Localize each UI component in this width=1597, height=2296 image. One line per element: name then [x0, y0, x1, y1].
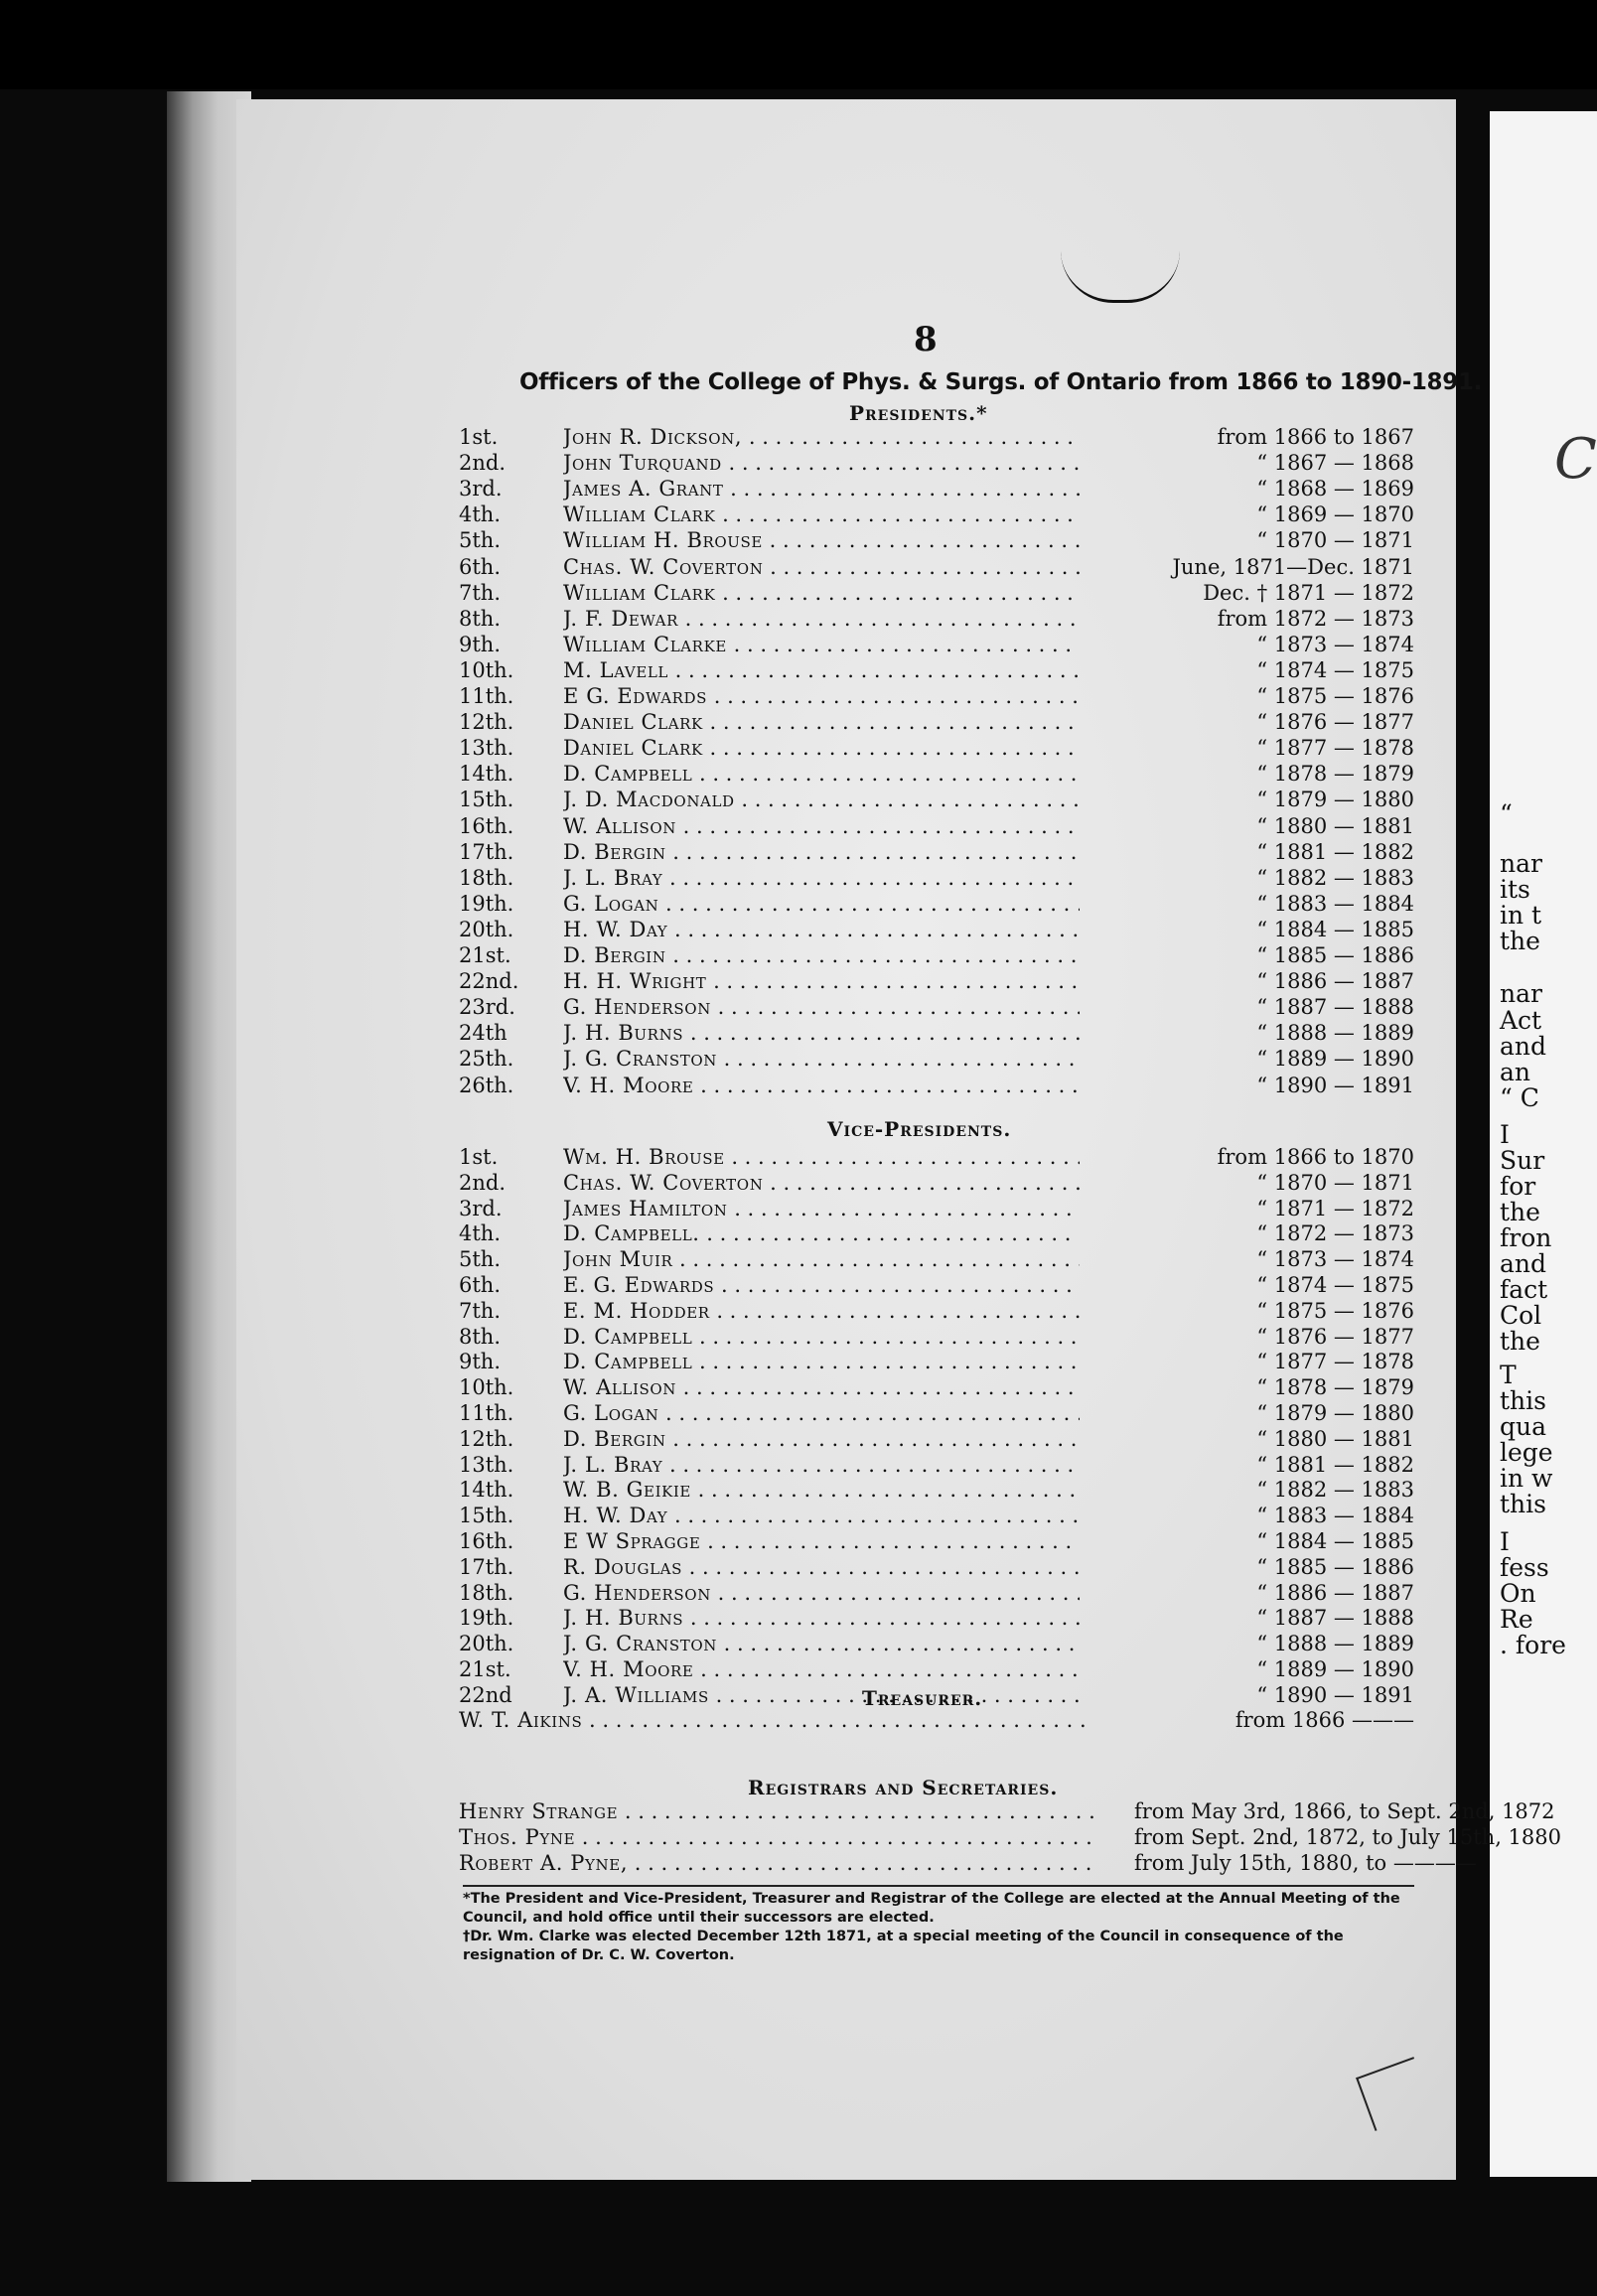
officer-row: [459, 633, 1414, 658]
officer-term: from May 3rd, 1866, to Sept. 2nd, 1872: [1134, 1799, 1555, 1823]
officer-row: [459, 658, 1414, 684]
officer-term: Dec. † 1871 — 1872: [1203, 580, 1414, 605]
officer-term: “ 1885 — 1886: [1256, 1554, 1414, 1579]
officer-term: “ 1885 — 1886: [1256, 943, 1414, 967]
officer-term: “ 1884 — 1885: [1256, 1529, 1414, 1553]
officer-term: “ 1868 — 1869: [1256, 477, 1414, 502]
officer-ordinal: 7th.: [459, 580, 501, 605]
officer-term: “ 1867 — 1868: [1256, 451, 1414, 476]
officer-name: E G. Edwards . . .: [563, 684, 1080, 708]
officer-name: William Clark . . .: [563, 581, 1080, 605]
officer-term: “ 1869 — 1870: [1256, 502, 1414, 527]
facing-page-fragment: Act: [1500, 1006, 1542, 1035]
officer-row: [459, 1529, 1414, 1555]
officer-row: [459, 1851, 1477, 1877]
officer-row: [459, 425, 1414, 451]
officer-row: [459, 502, 1414, 528]
officer-row: [459, 1708, 1414, 1734]
officer-ordinal: 11th.: [459, 1401, 514, 1425]
officer-ordinal: 3rd.: [459, 477, 503, 502]
officer-row: [459, 892, 1414, 918]
officer-term: “ 1880 — 1881: [1256, 813, 1414, 838]
officer-name: J. D. Macdonald . . .: [563, 788, 1080, 811]
facing-page-fragment: the: [1500, 1198, 1540, 1226]
officer-name: James Hamilton . . .: [563, 1197, 1080, 1220]
facing-page-fragment: “: [1500, 799, 1513, 828]
officer-row: [459, 1325, 1414, 1351]
officer-term: “ 1873 — 1874: [1256, 1247, 1414, 1272]
officer-row: [459, 1273, 1414, 1299]
officer-row: [459, 1555, 1414, 1581]
officer-name: D. Campbell . . .: [563, 762, 1080, 786]
presidents-heading: Presidents.*: [849, 401, 988, 425]
officer-ordinal: 19th.: [459, 1606, 514, 1631]
facing-page-fragment: an: [1500, 1058, 1531, 1086]
officer-name: Daniel Clark . . .: [563, 736, 1080, 760]
facing-page-fragment: this: [1500, 1490, 1546, 1518]
facing-page-fragment: nar: [1500, 979, 1542, 1008]
officer-term: “ 1886 — 1887: [1256, 1580, 1414, 1605]
officer-name: D. Bergin . . .: [563, 943, 1080, 967]
officer-row: [459, 736, 1414, 762]
officer-row: [459, 477, 1414, 502]
officer-row: [459, 710, 1414, 736]
officer-row: [459, 995, 1414, 1021]
officer-term: “ 1872 — 1873: [1256, 1221, 1414, 1246]
officer-term: “ 1876 — 1877: [1256, 710, 1414, 735]
officer-ordinal: 6th.: [459, 554, 501, 579]
officer-name: Thos. Pyne . . .: [459, 1825, 1094, 1849]
officer-term: “ 1873 — 1874: [1256, 632, 1414, 656]
officer-term: “ 1875 — 1876: [1256, 684, 1414, 708]
facing-page-fragment: Col: [1500, 1301, 1542, 1330]
officer-ordinal: 2nd.: [459, 1170, 507, 1195]
officer-term: “ 1882 — 1883: [1256, 1478, 1414, 1503]
officer-term: “ 1878 — 1879: [1256, 762, 1414, 787]
officer-name: Chas. W. Coverton . . .: [563, 555, 1080, 579]
officer-name: J. H. Burns . . .: [563, 1606, 1080, 1630]
officer-name: G. Henderson . . .: [563, 995, 1080, 1019]
facing-page-fragment: Re: [1500, 1605, 1533, 1634]
officer-ordinal: 13th.: [459, 1452, 514, 1477]
officer-ordinal: 9th.: [459, 1350, 501, 1374]
officer-term: “ 1888 — 1889: [1256, 1021, 1414, 1046]
officer-name: E W Spragge . . .: [563, 1529, 1080, 1553]
officer-term: “ 1871 — 1872: [1256, 1196, 1414, 1220]
officer-ordinal: 1st.: [459, 425, 499, 449]
officer-row: [459, 581, 1414, 607]
officer-name: R. Douglas . . .: [563, 1555, 1080, 1579]
officer-ordinal: 4th.: [459, 1221, 501, 1246]
officer-ordinal: 23rd.: [459, 995, 515, 1020]
officer-name: W. Allison . . .: [563, 1375, 1080, 1399]
officer-row: [459, 1453, 1414, 1479]
officer-row: [459, 1581, 1414, 1607]
officer-row: [459, 840, 1414, 866]
officer-ordinal: 7th.: [459, 1298, 501, 1323]
facing-page-fragment: Sur: [1500, 1146, 1545, 1175]
officer-row: [459, 918, 1414, 943]
officer-row: [459, 1299, 1414, 1325]
facing-page-fragment: “ C: [1500, 1083, 1539, 1112]
officer-ordinal: 14th.: [459, 762, 514, 787]
officer-name: E. G. Edwards . . .: [563, 1273, 1080, 1297]
officer-term: “ 1890 — 1891: [1256, 1073, 1414, 1097]
officer-name: D. Bergin . . .: [563, 1427, 1080, 1451]
officer-term: “ 1889 — 1890: [1256, 1657, 1414, 1681]
registrars-heading: Registrars and Secretaries.: [748, 1776, 1059, 1799]
facing-page-fragment: C: [1554, 427, 1597, 492]
officer-ordinal: 18th.: [459, 865, 514, 890]
facing-page-fragment: fess: [1500, 1553, 1549, 1582]
officer-ordinal: 15th.: [459, 788, 514, 812]
officer-name: G. Logan . . .: [563, 892, 1080, 916]
facing-page-fragment: qua: [1500, 1412, 1547, 1441]
officer-term: from 1866 ———: [1234, 1708, 1414, 1732]
officer-row: [459, 1825, 1561, 1851]
officer-term: from 1872 — 1873: [1217, 606, 1414, 631]
officer-row: [459, 1375, 1414, 1401]
treasurer-heading: Treasurer.: [862, 1686, 983, 1710]
officer-ordinal: 22nd: [459, 1682, 512, 1707]
officer-ordinal: 9th.: [459, 632, 501, 656]
page-title: Officers of the College of Phys. & Surgs. of Ontario from 1866 to 1890-1891.: [519, 369, 1483, 395]
facing-page-fragment: lege: [1500, 1438, 1553, 1467]
officer-row: [459, 943, 1414, 969]
officer-ordinal: 5th.: [459, 1247, 501, 1272]
officer-ordinal: 20th.: [459, 1632, 514, 1656]
facing-page-fragment: the: [1500, 1327, 1540, 1356]
officer-row: [459, 1657, 1414, 1683]
officer-ordinal: 10th.: [459, 657, 514, 682]
officer-name: William Clark . . .: [563, 502, 1080, 526]
officer-term: “ 1875 — 1876: [1256, 1298, 1414, 1323]
officer-row: [459, 1247, 1414, 1273]
officer-ordinal: 8th.: [459, 1324, 501, 1349]
officer-row: [459, 451, 1414, 477]
facing-page-fragment: fact: [1500, 1275, 1548, 1304]
officer-name: John Turquand . . .: [563, 451, 1080, 475]
officer-ordinal: 2nd.: [459, 451, 507, 476]
facing-page-fragment: the: [1500, 927, 1540, 955]
facing-page-fragment: I: [1500, 1120, 1510, 1149]
officer-term: “ 1889 — 1890: [1256, 1047, 1414, 1072]
facing-page-fragment: in t: [1500, 901, 1542, 930]
divider: [463, 1885, 1414, 1887]
officer-name: John R. Dickson, . . .: [563, 425, 1080, 449]
officer-name: J. H. Burns . . .: [563, 1021, 1080, 1045]
officer-row: [459, 1145, 1414, 1171]
officer-name: D. Campbell . . .: [563, 1325, 1080, 1349]
facing-page-fragment: and: [1500, 1249, 1547, 1278]
officer-name: Wm. H. Brouse . . .: [563, 1145, 1080, 1169]
officer-name: William Clarke . . .: [563, 633, 1080, 656]
officer-name: E. M. Hodder . . .: [563, 1299, 1080, 1323]
officer-term: “ 1882 — 1883: [1256, 865, 1414, 890]
officer-name: J. L. Bray . . .: [563, 866, 1080, 890]
officer-name: John Muir . . .: [563, 1247, 1080, 1271]
officer-name: G. Henderson . . .: [563, 1581, 1080, 1605]
facing-page-fragment: its: [1500, 875, 1530, 904]
officer-ordinal: 14th.: [459, 1478, 514, 1503]
officer-row: [459, 607, 1414, 633]
officer-term: “ 1879 — 1880: [1256, 788, 1414, 812]
footnote-1: *The President and Vice-President, Treasurer and Registrar of the College are elected at the Annual Meeting of the Council, and hold office until their successors are elected.: [463, 1891, 1400, 1926]
officer-name: H. H. Wright . . .: [563, 969, 1080, 993]
officer-term: “ 1880 — 1881: [1256, 1426, 1414, 1451]
footnotes: [463, 1890, 1416, 1965]
officer-name: J. A. Williams . . .: [563, 1683, 1080, 1707]
officer-term: “ 1887 — 1888: [1256, 1606, 1414, 1631]
officer-name: Daniel Clark . . .: [563, 710, 1080, 734]
facing-page-fragment: for: [1500, 1172, 1536, 1201]
officer-term: “ 1874 — 1875: [1256, 1273, 1414, 1297]
officer-name: H. W. Day . . .: [563, 1504, 1080, 1527]
officer-term: “ 1883 — 1884: [1256, 1504, 1414, 1528]
officer-ordinal: 17th.: [459, 1554, 514, 1579]
officer-name: James A. Grant . . .: [563, 477, 1080, 501]
corner-mark: [1356, 2057, 1433, 2131]
officer-name: D. Campbell. . . .: [563, 1221, 1080, 1245]
officer-row: [459, 1171, 1414, 1197]
officer-ordinal: 26th.: [459, 1073, 514, 1097]
officer-ordinal: 22nd.: [459, 969, 519, 994]
officer-ordinal: 21st.: [459, 1657, 511, 1681]
officer-row: [459, 1401, 1414, 1427]
officer-row: [459, 1221, 1414, 1247]
officer-row: [459, 1632, 1414, 1657]
officer-ordinal: 25th.: [459, 1047, 514, 1072]
officer-term: “ 1890 — 1891: [1256, 1682, 1414, 1707]
officer-term: “ 1874 — 1875: [1256, 657, 1414, 682]
officer-row: [459, 555, 1414, 581]
officer-term: “ 1884 — 1885: [1256, 917, 1414, 941]
officer-ordinal: 16th.: [459, 1529, 514, 1553]
officer-row: [459, 1021, 1414, 1047]
officer-row: [459, 1504, 1414, 1529]
officer-name: D. Campbell . . .: [563, 1350, 1080, 1373]
officer-name: D. Bergin . . .: [563, 840, 1080, 864]
officer-term: “ 1883 — 1884: [1256, 891, 1414, 916]
officer-ordinal: 4th.: [459, 502, 501, 527]
officer-ordinal: 11th.: [459, 684, 514, 708]
officer-name: J. G. Cranston . . .: [563, 1047, 1080, 1071]
officer-row: [459, 969, 1414, 995]
officer-term: “ 1879 — 1880: [1256, 1401, 1414, 1425]
officer-name: W. T. Aikins . . .: [459, 1708, 1094, 1732]
officer-name: V. H. Moore . . .: [563, 1074, 1080, 1097]
officer-ordinal: 12th.: [459, 1426, 514, 1451]
officer-row: [459, 1047, 1414, 1073]
officer-term: “ 1881 — 1882: [1256, 839, 1414, 864]
officer-ordinal: 8th.: [459, 606, 501, 631]
officer-term: “ 1870 — 1871: [1256, 1170, 1414, 1195]
officer-row: [459, 866, 1414, 892]
facing-page-fragment: On: [1500, 1579, 1536, 1608]
officer-row: [459, 1350, 1414, 1375]
officer-ordinal: 17th.: [459, 839, 514, 864]
officer-row: [459, 814, 1414, 840]
officer-term: “ 1877 — 1878: [1256, 1350, 1414, 1374]
vice-presidents-heading: Vice-Presidents.: [827, 1117, 1012, 1141]
officer-ordinal: 21st.: [459, 943, 511, 967]
officer-term: “ 1887 — 1888: [1256, 995, 1414, 1020]
officer-ordinal: 5th.: [459, 528, 501, 553]
officer-ordinal: 18th.: [459, 1580, 514, 1605]
footnote-2: †Dr. Wm. Clarke was elected December 12th 1871, at a special meeting of the Council in consequence of the resignation of Dr. C. W. Coverton.: [463, 1929, 1344, 1963]
officer-row: [459, 1197, 1414, 1222]
officer-term: “ 1881 — 1882: [1256, 1452, 1414, 1477]
officer-row: [459, 1799, 1555, 1825]
officer-ordinal: 19th.: [459, 891, 514, 916]
officer-term: from 1866 to 1870: [1217, 1145, 1414, 1169]
officer-name: W. B. Geikie . . .: [563, 1478, 1080, 1502]
officer-row: [459, 684, 1414, 710]
facing-page-fragment: nar: [1500, 849, 1542, 878]
officer-name: Chas. W. Coverton . . .: [563, 1171, 1080, 1195]
officer-name: J. G. Cranston . . .: [563, 1632, 1080, 1655]
officer-row: [459, 762, 1414, 788]
officer-ordinal: 16th.: [459, 813, 514, 838]
officer-row: [459, 1478, 1414, 1504]
facing-page-fragment: . fore: [1500, 1631, 1566, 1659]
officer-term: “ 1886 — 1887: [1256, 969, 1414, 994]
officer-name: H. W. Day . . .: [563, 918, 1080, 941]
officer-row: [459, 1606, 1414, 1632]
officer-name: William H. Brouse . . .: [563, 528, 1080, 552]
facing-page-fragment: fron: [1500, 1223, 1552, 1252]
officer-ordinal: 15th.: [459, 1504, 514, 1528]
facing-page-fragment: in w: [1500, 1464, 1553, 1493]
officer-term: “ 1877 — 1878: [1256, 736, 1414, 761]
officer-ordinal: 13th.: [459, 736, 514, 761]
officer-term: from July 15th, 1880, to ————: [1134, 1851, 1477, 1875]
officer-ordinal: 1st.: [459, 1145, 499, 1169]
facing-page-fragment: T: [1500, 1361, 1517, 1389]
officer-ordinal: 3rd.: [459, 1196, 503, 1220]
officer-ordinal: 24th: [459, 1021, 508, 1046]
page-number: 8: [914, 320, 938, 359]
officer-row: [459, 528, 1414, 554]
officer-name: V. H. Moore . . .: [563, 1657, 1080, 1681]
officer-term: from Sept. 2nd, 1872, to July 15th, 1880: [1134, 1825, 1561, 1849]
facing-page-fragment: and: [1500, 1032, 1547, 1061]
officer-ordinal: 20th.: [459, 917, 514, 941]
officer-name: W. Allison . . .: [563, 814, 1080, 838]
officer-row: [459, 788, 1414, 813]
officer-name: M. Lavell . . .: [563, 658, 1080, 682]
officer-ordinal: 10th.: [459, 1375, 514, 1400]
officer-row: [459, 1427, 1414, 1453]
facing-page-fragment: this: [1500, 1386, 1546, 1415]
officer-name: Robert A. Pyne, . . .: [459, 1851, 1094, 1875]
officer-name: G. Logan . . .: [563, 1401, 1080, 1425]
officer-term: “ 1870 — 1871: [1256, 528, 1414, 553]
officer-term: “ 1888 — 1889: [1256, 1632, 1414, 1656]
officer-name: Henry Strange . . .: [459, 1799, 1094, 1823]
officer-name: J. L. Bray . . .: [563, 1453, 1080, 1477]
facing-page-fragment: I: [1500, 1527, 1510, 1556]
officer-term: “ 1878 — 1879: [1256, 1375, 1414, 1400]
officer-ordinal: 6th.: [459, 1273, 501, 1297]
officer-ordinal: 12th.: [459, 710, 514, 735]
officer-term: “ 1876 — 1877: [1256, 1324, 1414, 1349]
officer-term: from 1866 to 1867: [1217, 425, 1414, 449]
officer-name: J. F. Dewar . . .: [563, 607, 1080, 631]
officer-row: [459, 1074, 1414, 1099]
officer-term: June, 1871—Dec. 1871: [1172, 554, 1414, 579]
